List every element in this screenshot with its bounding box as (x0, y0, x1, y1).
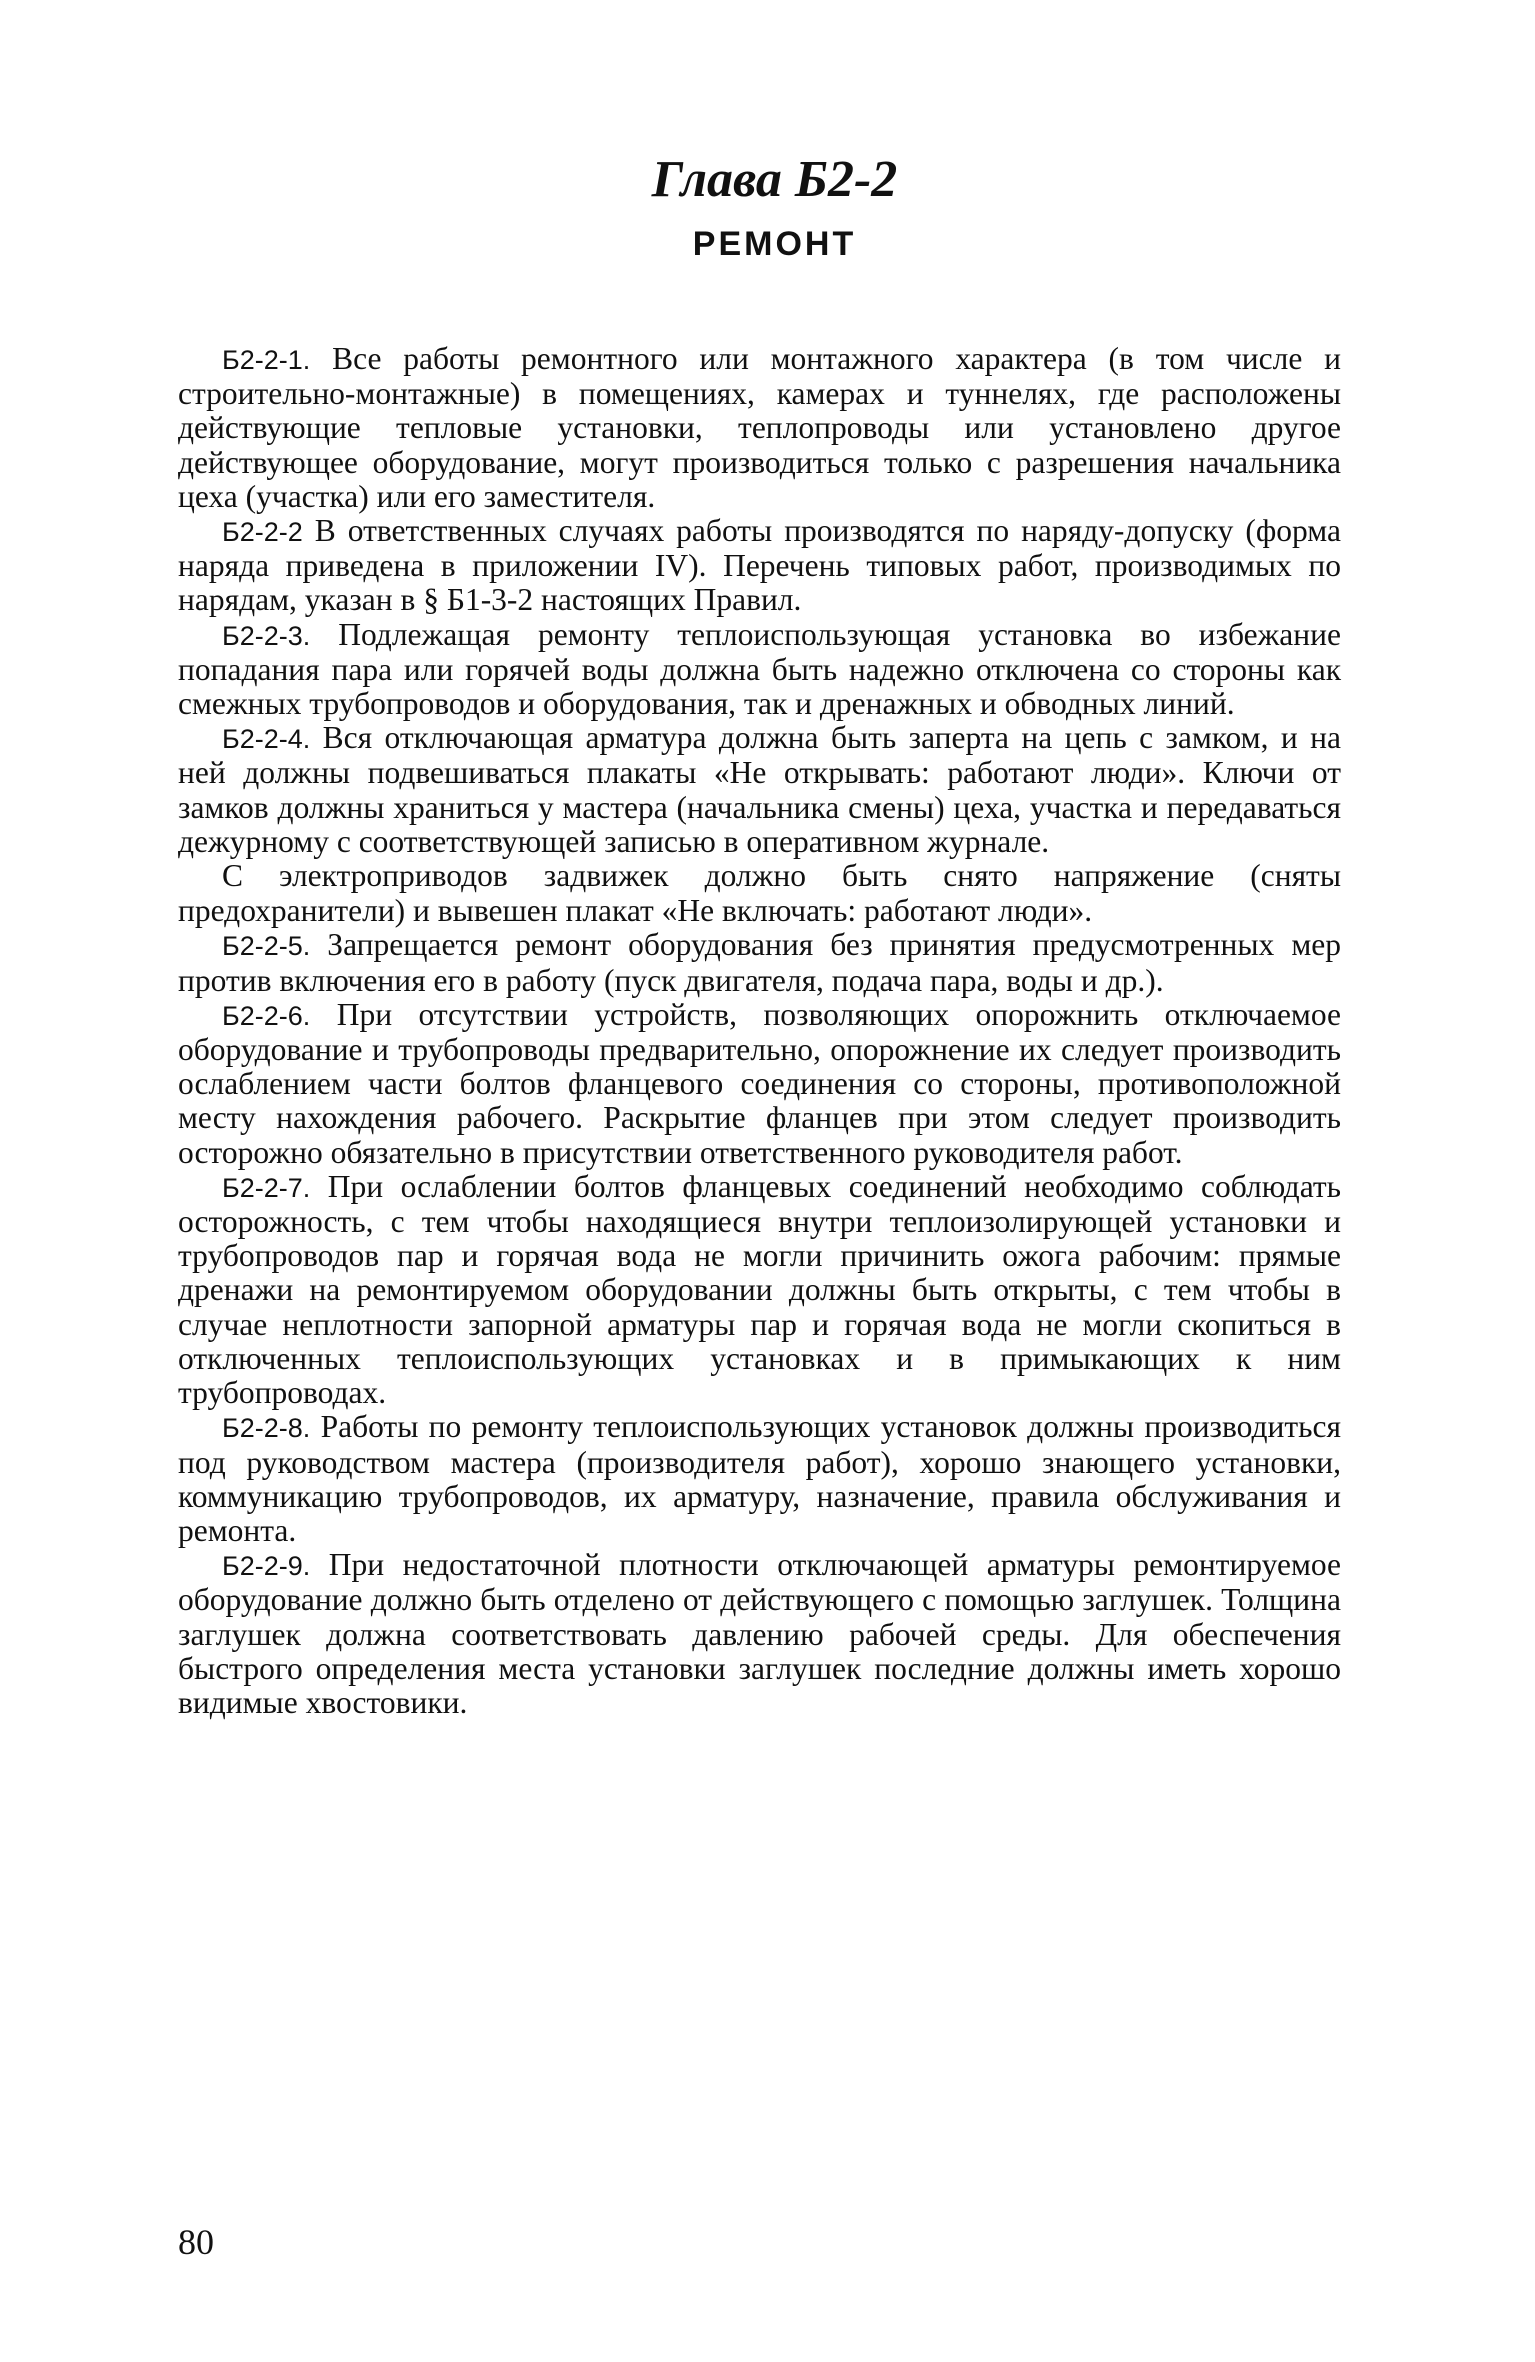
page-body (178, 150, 1341, 1720)
paragraph-b2-2-8 (178, 1410, 1341, 1548)
paragraph-b2-2-9 (178, 1548, 1341, 1720)
paragraph-text: При ослаблении болтов фланцевых соединений необходимо соблюдать осторожность, с тем чтобы находящиеся внутри теплоизолирующей установки и трубопроводов пар и горячая вода не могли причинить ожога рабочим: прямые дренажи на ремонтируемом оборудовании должны быть открыты, с тем чтобы в случае неплотности запорной арматуры пар и горячая вода не могли скопиться в отключенных теплоиспользующих установках и в примыкающих к ним трубопроводах. (178, 1168, 1341, 1411)
paragraph-text: При отсутствии устройств, позволяющих опорожнить отключаемое оборудование и трубопроводы предварительно, опорожнение их следует производить ослаблением части болтов фланцевого соединения со стороны, противоположной месту нахождения рабочего. Раскрытие фланцев при этом следует производить осторожно обязательно в присутствии ответственного руководителя работ. (178, 996, 1341, 1170)
paragraph-number: Б2-2-5. (222, 931, 311, 962)
paragraph-text: При недостаточной плотности отключающей арматуры ремонтируемое оборудование должно быть отделено от действующего с помощью заглушек. Толщина заглушек должна соответствовать давлению рабочей среды. Для обеспечения быстрого определения места установки заглушек последние должны иметь хорошо видимые хвостовики. (178, 1547, 1341, 1720)
paragraph-number: Б2-2-1. (222, 345, 311, 375)
paragraph-text: С электроприводов задвижек должно быть снято напряжение (сняты предохранители) и вывешен плакат «Не включать: работают люди». (178, 858, 1341, 929)
paragraph-text: Работы по ремонту теплоиспользующих установок должны производиться под руководством мастера (производителя работ), хорошо знающего установки, коммуникацию трубопроводов, их арматуру, назначение, правила обслуживания и ремонта. (178, 1409, 1341, 1548)
paragraph-b2-2-2 (178, 514, 1341, 618)
paragraph-text: Подлежащая ремонту теплоиспользующая установка во избежание попадания пара или горячей воды должна быть надежно отключена со стороны как смежных трубопроводов и оборудования, так и дренажных и обводных линий. (178, 616, 1341, 722)
page-number: 80 (178, 2222, 214, 2262)
paragraph-number: Б2-2-7. (222, 1172, 311, 1203)
paragraph-b2-2-5 (178, 928, 1341, 997)
paragraph-number: Б2-2-2 (222, 517, 303, 548)
paragraph-number: Б2-2-6. (222, 1000, 311, 1031)
paragraph-b2-2-1 (178, 342, 1341, 514)
paragraph-text: Вся отключающая арматура должна быть заперта на цепь с замком, и на ней должны подвешиваться плакаты «Не открывать: работают люди». Ключи от замков должны храниться у мастера (начальника смены) цеха, участка и передаваться дежурному с соответствующей записью в оперативном журнале. (178, 720, 1341, 859)
paragraph-b2-2-6 (178, 998, 1341, 1170)
paragraph-b2-2-4-continued (178, 859, 1341, 928)
chapter-title: Глава Б2-2 (651, 151, 898, 208)
paragraph-text: Запрещается ремонт оборудования без принятия предусмотренных мер против включения его в работу (пуск двигателя, подача пара, воды и др.). (178, 927, 1341, 998)
paragraph-number: Б2-2-3. (222, 620, 311, 651)
paragraph-b2-2-4 (178, 721, 1341, 859)
chapter-subtitle: РЕМОНТ (692, 225, 857, 263)
paragraph-number: Б2-2-4. (222, 724, 311, 755)
paragraph-b2-2-7 (178, 1170, 1341, 1410)
paragraph-list (178, 342, 1341, 1720)
paragraph-text: В ответственных случаях работы производятся по наряду-допуску (форма наряда приведена в приложении IV). Перечень типовых работ, производимых по нарядам, указан в § Б1-3-2 настоящих Правил. (178, 513, 1341, 618)
paragraph-text: Все работы ремонтного или монтажного характера (в том числе и строительно-монтажные) в помещениях, камерах и туннелях, где расположены действующие тепловые установки, теплопроводы или установлено другое действующее оборудование, могут производиться только с разрешения начальника цеха (участка) или его заместителя. (178, 341, 1341, 514)
paragraph-number: Б2-2-9. (222, 1551, 311, 1582)
paragraph-number: Б2-2-8. (222, 1413, 311, 1444)
paragraph-b2-2-3 (178, 618, 1341, 722)
